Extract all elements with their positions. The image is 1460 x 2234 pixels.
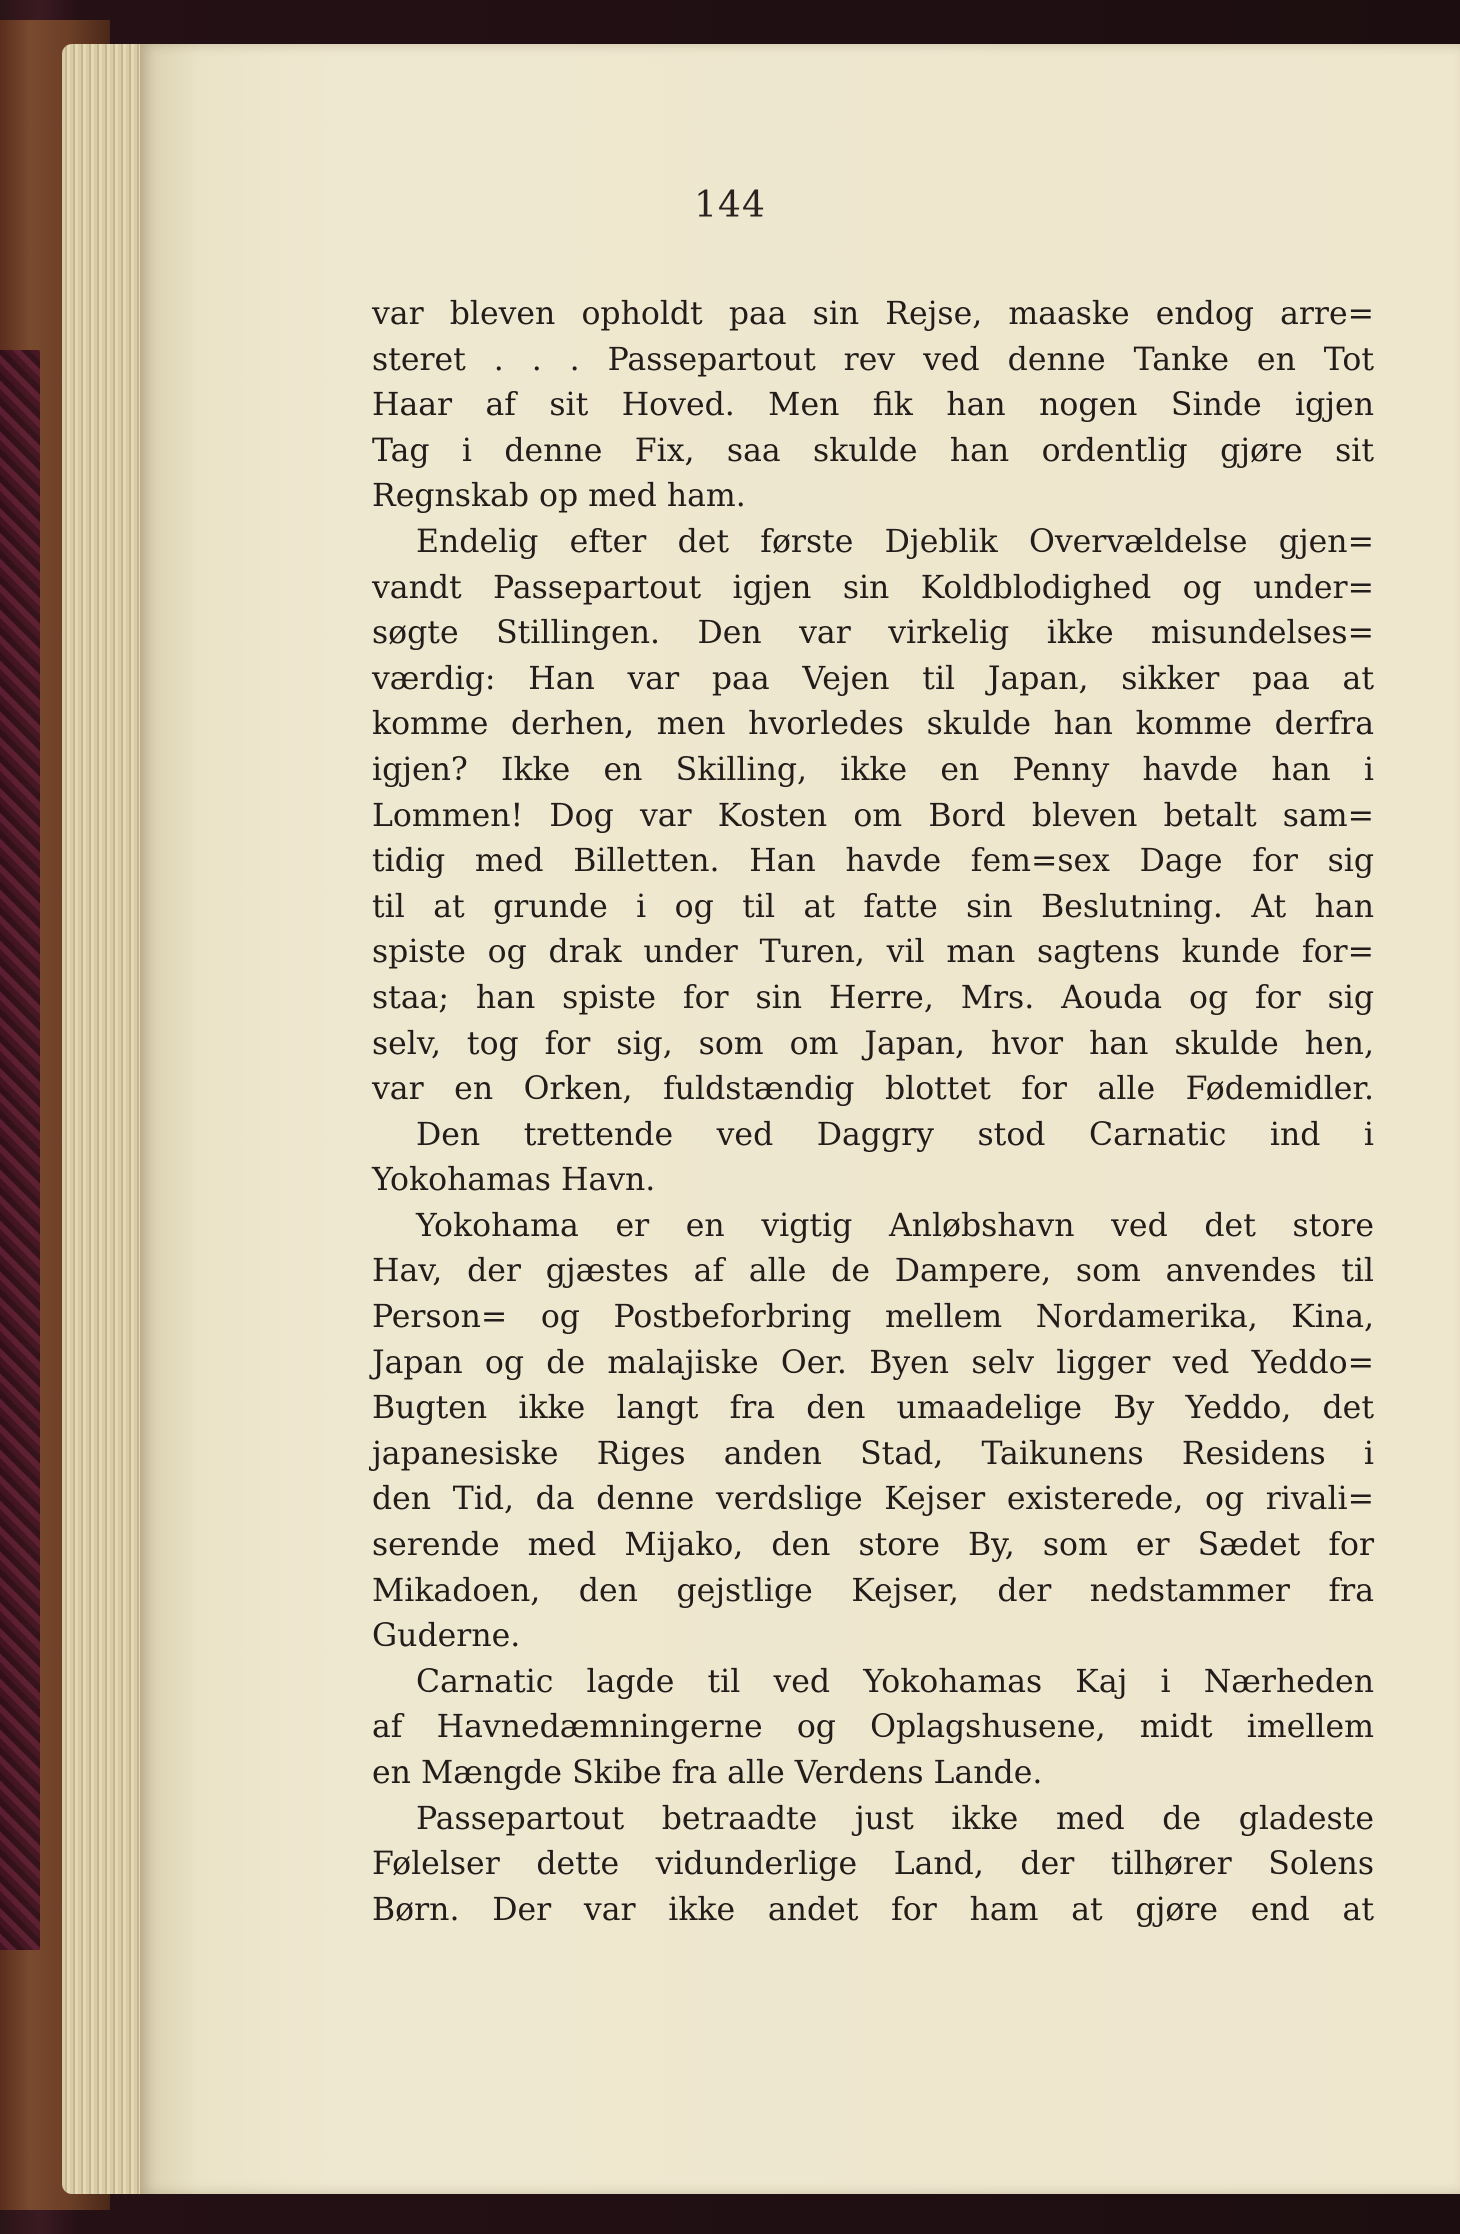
text-line: Børn. Der var ikke andet for ham at gjøre end at xyxy=(372,1891,1374,1928)
text-line: Hav, der gjæstes af alle de Dampere, som anvendes til xyxy=(372,1253,1374,1290)
text-line: værdig: Han var paa Vejen til Japan, sikker paa at xyxy=(372,660,1374,697)
text-line: staa; han spiste for sin Herre, Mrs. Aouda og for sig xyxy=(372,979,1374,1016)
text-line: spiste og drak under Turen, vil man sagtens kunde for= xyxy=(372,934,1374,971)
text-line: komme derhen, men hvorledes skulde han komme derfra xyxy=(372,706,1374,743)
text-line: var en Orken, fuldstændig blottet for alle Fødemidler. xyxy=(372,1071,1374,1108)
text-line: Mikadoen, den gejstlige Kejser, der nedstammer fra xyxy=(372,1572,1374,1609)
text-line: Lommen! Dog var Kosten om Bord bleven betalt sam= xyxy=(372,797,1374,834)
text-line: Yokohama er en vigtig Anløbshavn ved det store xyxy=(416,1207,1374,1244)
page-edges xyxy=(62,44,152,2194)
text-line: Endelig efter det første Djeblik Overvældelse gjen= xyxy=(416,523,1374,560)
text-line: serende med Mijako, den store By, som er Sædet for xyxy=(372,1527,1374,1564)
text-line: Den trettende ved Daggry stod Carnatic ind i xyxy=(416,1116,1374,1153)
text-line: den Tid, da denne verdslige Kejser existerede, og rivali= xyxy=(372,1481,1374,1518)
text-line: japanesiske Riges anden Stad, Taikunens Residens i xyxy=(372,1435,1374,1472)
text-line: igjen? Ikke en Skilling, ikke en Penny havde han i xyxy=(372,751,1374,788)
text-line: Person= og Postbeforbring mellem Nordamerika, Kina, xyxy=(372,1299,1374,1336)
body-text xyxy=(372,292,1374,1933)
text-line: Følelser dette vidunderlige Land, der tilhører Solens xyxy=(372,1846,1374,1883)
text-line: Passepartout betraadte just ikke med de gladeste xyxy=(416,1800,1374,1837)
text-line: Guderne. xyxy=(372,1618,521,1655)
text-line: søgte Stillingen. Den var virkelig ikke misundelses= xyxy=(372,615,1374,652)
text-line: steret . . . Passepartout rev ved denne Tanke en Tot xyxy=(372,341,1374,378)
text-line: Regnskab op med ham. xyxy=(372,478,746,515)
text-line: til at grunde i og til at fatte sin Beslutning. At han xyxy=(372,888,1374,925)
text-line: Bugten ikke langt fra den umaadelige By Yeddo, det xyxy=(372,1390,1374,1427)
text-line: var bleven opholdt paa sin Rejse, maaske endog arre= xyxy=(372,296,1374,332)
text-line: vandt Passepartout igjen sin Koldblodighed og under= xyxy=(372,569,1374,606)
page-number: 144 xyxy=(694,185,766,226)
cover-marbled-paper xyxy=(0,350,40,1950)
text-line: en Mængde Skibe fra alle Verdens Lande. xyxy=(372,1755,1043,1791)
text-line: Japan og de malajiske Oer. Byen selv ligger ved Yeddo= xyxy=(372,1344,1374,1381)
text-line: Tag i denne Fix, saa skulde han ordentlig gjøre sit xyxy=(372,432,1374,469)
text-line: af Havnedæmningerne og Oplagshusene, midt imellem xyxy=(372,1709,1374,1746)
text-line: selv, tog for sig, som om Japan, hvor han skulde hen, xyxy=(372,1025,1374,1062)
text-line: tidig med Billetten. Han havde fem=sex Dage for sig xyxy=(372,843,1374,880)
text-line: Haar af sit Hoved. Men fik han nogen Sinde igjen xyxy=(372,387,1374,424)
text-line: Carnatic lagde til ved Yokohamas Kaj i Nærheden xyxy=(416,1663,1374,1700)
text-line: Yokohamas Havn. xyxy=(372,1162,656,1199)
